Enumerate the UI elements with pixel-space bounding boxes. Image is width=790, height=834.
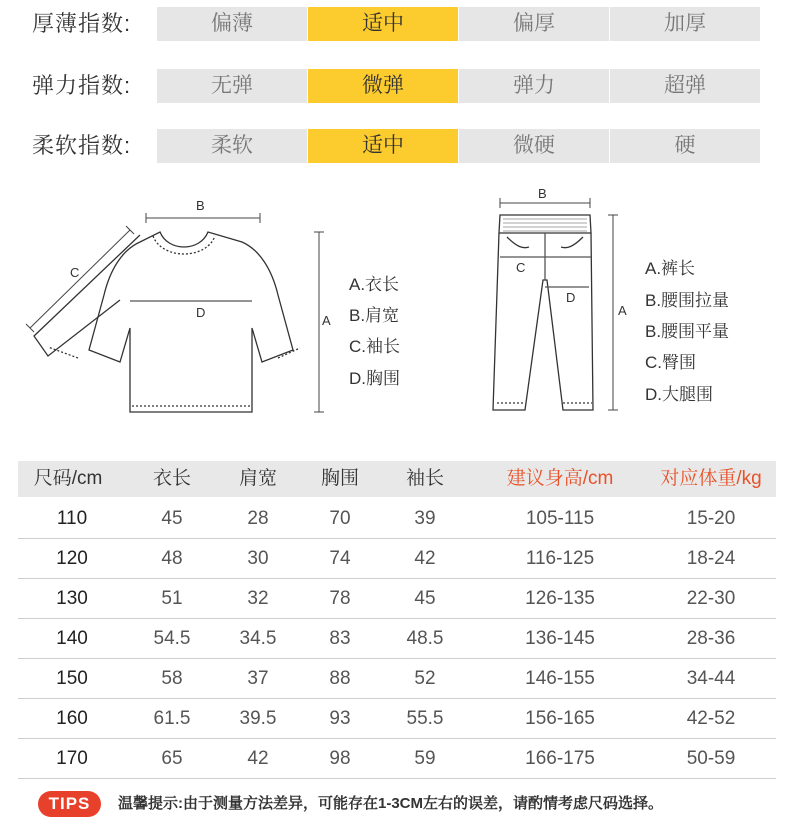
shirt-letter-c: C (70, 265, 80, 280)
elasticity-index-row (0, 69, 790, 103)
cell-shoulder: 42 (247, 748, 269, 769)
shirt-measurement-diagram (20, 190, 340, 420)
cell-height: 105-115 (525, 508, 595, 529)
cell-size: 160 (56, 708, 88, 729)
cell-sleeve: 52 (414, 668, 436, 689)
cell-shoulder: 34.5 (239, 628, 277, 649)
elasticity-option-3: 弹力 (459, 69, 609, 103)
shirt-label-chest: D.胸围 (349, 369, 400, 388)
cell-height: 116-125 (525, 548, 595, 569)
cell-sleeve: 59 (414, 748, 436, 769)
cell-chest: 83 (329, 628, 351, 649)
header-size: 尺码/cm (33, 468, 103, 489)
table-row (18, 659, 776, 699)
softness-option-3: 微硬 (459, 129, 609, 163)
shirt-letter-a: A (322, 313, 331, 328)
elasticity-option-1: 无弹 (157, 69, 307, 103)
pants-letter-d: D (566, 290, 576, 305)
cell-weight: 50-59 (686, 748, 736, 769)
table-header (18, 461, 776, 497)
cell-chest: 98 (329, 748, 351, 769)
cell-length: 65 (161, 748, 183, 769)
pants-label-thigh: D.大腿围 (645, 385, 713, 404)
cell-weight: 28-36 (686, 628, 736, 649)
table-row (18, 619, 776, 659)
cell-sleeve: 48.5 (406, 628, 444, 649)
shirt-letter-d: D (196, 305, 206, 320)
table-row (18, 699, 776, 739)
header-height: 建议身高/cm (506, 468, 614, 489)
tips-text: 温馨提示:由于测量方法差异，可能存在1-3CM左右的误差，请酌情考虑尺码选择。 (118, 795, 664, 812)
pants-measurement-diagram (485, 185, 635, 420)
cell-length: 61.5 (153, 708, 191, 729)
cell-height: 146-155 (525, 668, 595, 689)
cell-length: 58 (161, 668, 183, 689)
shirt-label-sleeve: C.袖长 (349, 337, 400, 356)
cell-height: 156-165 (525, 708, 595, 729)
cell-size: 140 (56, 628, 88, 649)
pants-label-hip: C.臀围 (645, 353, 696, 372)
softness-option-1: 柔软 (157, 129, 307, 163)
cell-sleeve: 42 (414, 548, 436, 569)
thickness-index-label: 厚薄指数: (32, 11, 132, 36)
cell-height: 126-135 (525, 588, 595, 609)
cell-chest: 74 (329, 548, 351, 569)
pants-letter-a: A (618, 303, 627, 318)
cell-size: 170 (56, 748, 88, 769)
pants-letter-c: C (516, 260, 526, 275)
cell-chest: 93 (329, 708, 351, 729)
cell-weight: 34-44 (686, 668, 736, 689)
cell-size: 120 (56, 548, 88, 569)
pants-letter-b: B (538, 186, 547, 201)
cell-chest: 78 (329, 588, 351, 609)
header-sleeve: 袖长 (405, 468, 444, 489)
header-weight: 对应体重/kg (660, 468, 762, 489)
cell-shoulder: 37 (247, 668, 269, 689)
table-row (18, 579, 776, 619)
cell-sleeve: 39 (414, 508, 436, 529)
header-length: 衣长 (152, 468, 191, 489)
tips-badge: TIPS (38, 791, 101, 817)
shirt-label-shoulder: B.肩宽 (349, 306, 400, 325)
cell-shoulder: 28 (247, 508, 269, 529)
header-chest: 胸围 (320, 468, 359, 489)
elasticity-option-4: 超弹 (610, 69, 760, 103)
cell-weight: 22-30 (686, 588, 736, 609)
cell-length: 51 (161, 588, 183, 609)
cell-sleeve: 55.5 (406, 708, 444, 729)
shirt-letter-b: B (196, 198, 205, 213)
softness-option-2-selected: 适中 (308, 129, 458, 163)
cell-weight: 42-52 (686, 708, 736, 729)
cell-sleeve: 45 (414, 588, 436, 609)
cell-chest: 88 (329, 668, 351, 689)
cell-size: 150 (56, 668, 88, 689)
cell-size: 130 (56, 588, 88, 609)
table-row (18, 739, 776, 779)
table-row (18, 539, 776, 579)
softness-option-4: 硬 (610, 129, 760, 163)
pants-label-length: A.裤长 (645, 259, 696, 278)
cell-weight: 18-24 (686, 548, 736, 569)
shirt-label-length: A.衣长 (349, 275, 400, 294)
thickness-option-3: 偏厚 (459, 7, 609, 41)
cell-shoulder: 32 (247, 588, 269, 609)
elasticity-index-label: 弹力指数: (32, 73, 132, 98)
thickness-option-1: 偏薄 (157, 7, 307, 41)
cell-weight: 15-20 (686, 508, 736, 529)
cell-shoulder: 39.5 (239, 708, 277, 729)
cell-height: 166-175 (525, 748, 595, 769)
thickness-option-2-selected: 适中 (308, 7, 458, 41)
cell-length: 45 (161, 508, 183, 529)
pants-label-waist-stretched: B.腰围拉量 (645, 291, 730, 310)
cell-shoulder: 30 (247, 548, 269, 569)
softness-index-row (0, 129, 790, 163)
cell-chest: 70 (329, 508, 351, 529)
header-shoulder: 肩宽 (238, 468, 277, 489)
elasticity-option-2-selected: 微弹 (308, 69, 458, 103)
pants-label-waist-flat: B.腰围平量 (645, 322, 730, 341)
thickness-option-4: 加厚 (610, 7, 760, 41)
softness-index-label: 柔软指数: (32, 133, 132, 158)
table-row (18, 499, 776, 539)
cell-height: 136-145 (525, 628, 595, 649)
thickness-index-row (0, 7, 790, 41)
cell-size: 110 (56, 508, 88, 529)
cell-length: 54.5 (153, 628, 191, 649)
cell-length: 48 (161, 548, 183, 569)
